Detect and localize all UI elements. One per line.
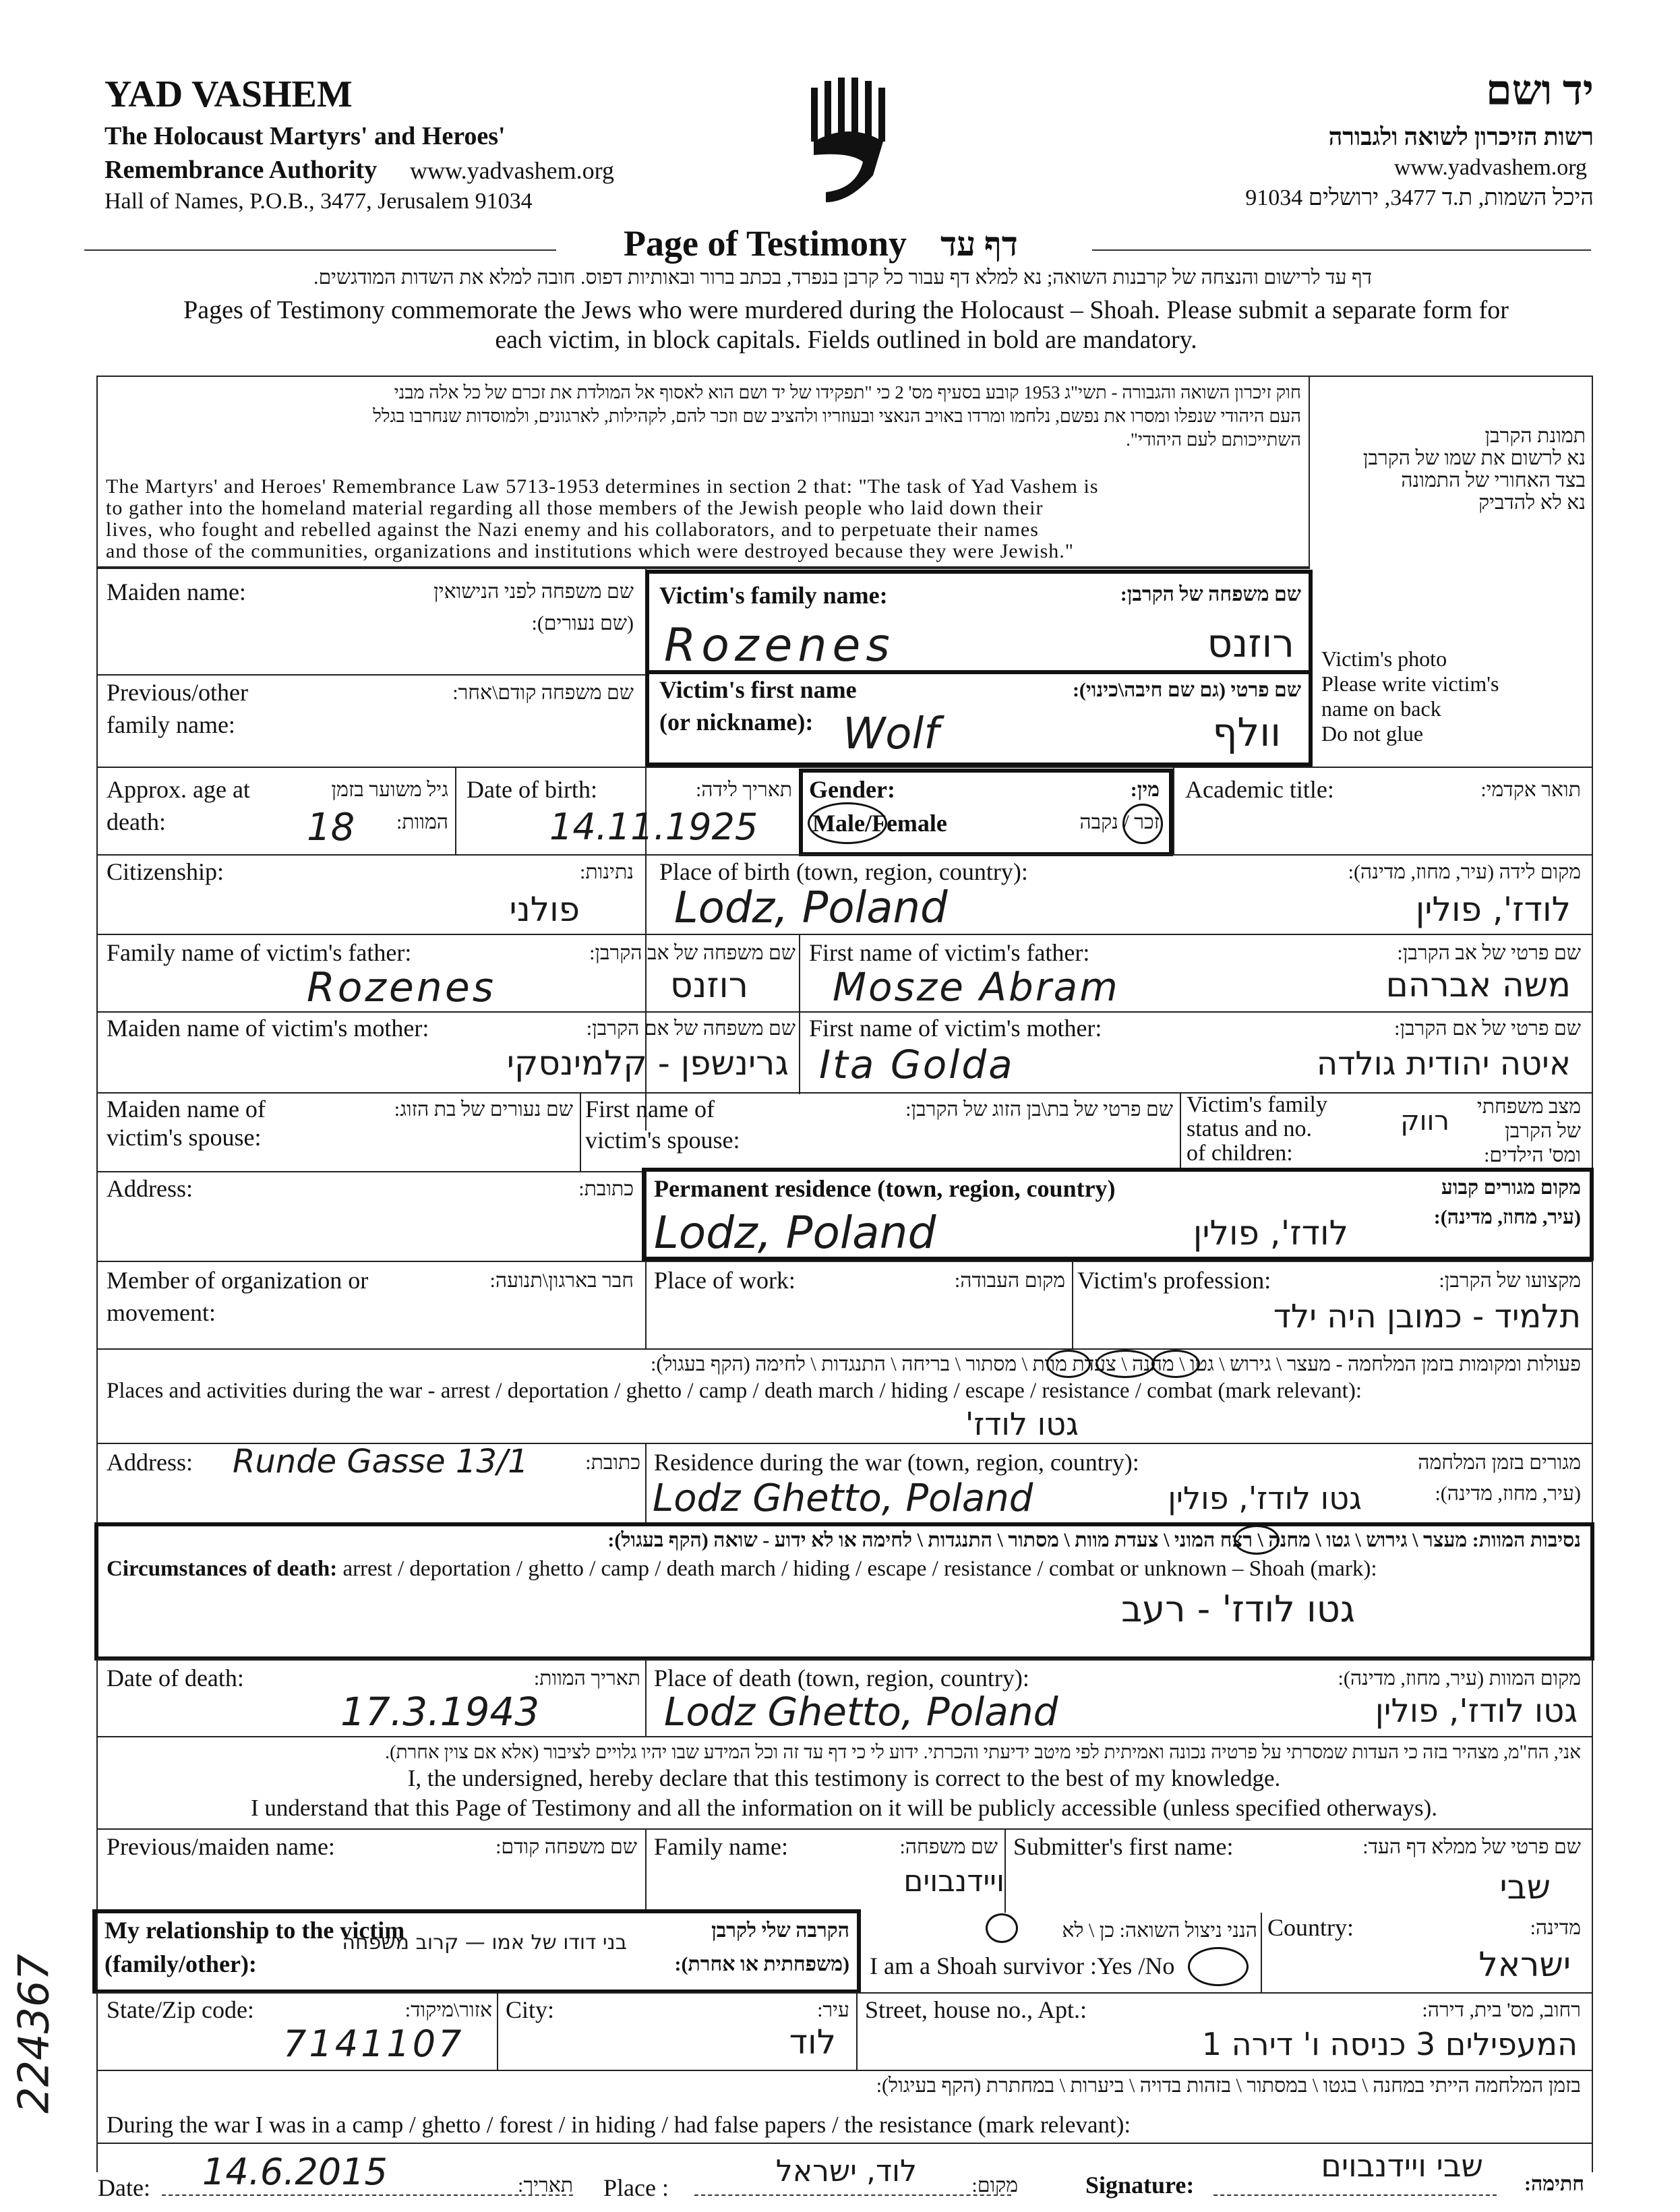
residence-label-he-1: מקום מגורים קבוע bbox=[1441, 1176, 1581, 1199]
row-rule-15 bbox=[96, 1992, 1592, 1994]
col-rule-sub-1 bbox=[645, 1828, 647, 1913]
row-rule-14 bbox=[96, 1828, 1592, 1830]
col-rule-status bbox=[1180, 1092, 1181, 1171]
country-label-he: מדינה: bbox=[1530, 1917, 1581, 1939]
submitter-prev-name-label: Previous/maiden name: bbox=[107, 1833, 335, 1860]
row-rule-1 bbox=[96, 568, 1310, 569]
intro-en-2: each victim, in block capitals. Fields outlined in bold are mandatory. bbox=[495, 326, 1197, 354]
organization-label-1: Member of organization or bbox=[107, 1267, 369, 1294]
submitter-prev-name-label-he: שם משפחה קודם: bbox=[496, 1836, 637, 1858]
birthplace-label-he: מקום לידה (עיר, מחוז, מדינה): bbox=[1348, 861, 1581, 883]
previous-name-label-1: Previous/other bbox=[107, 679, 248, 706]
citizenship-label: Citizenship: bbox=[107, 858, 224, 885]
side-number: 224367 bbox=[9, 1954, 59, 2114]
father-family-value[interactable]: Rozenes bbox=[307, 964, 497, 1011]
declaration-he: אני, הח"מ, מצהיר בזה כי העדות שמסרתי על פרטיה נכונה ואמיתית לפי מיטב ידיעתי והכרתי. ידוע לי כי דף עד זה וכל המידע שבו יהיו גלויים לציבור (אלא אם צוין אחרת). bbox=[385, 1742, 1581, 1763]
footer-signature-label-he: חתימה: bbox=[1524, 2173, 1584, 2195]
submitter-first-name-label: Submitter's first name: bbox=[1013, 1833, 1234, 1860]
death-date-label: Date of death: bbox=[107, 1665, 244, 1692]
menorah-logo-icon bbox=[806, 74, 893, 209]
row-rule-5 bbox=[96, 934, 1592, 935]
right-border bbox=[1592, 767, 1593, 2172]
war-residence-label-he-2: (עיר, מחוז, מדינה): bbox=[1435, 1483, 1581, 1505]
footer-signature-value[interactable]: שבי ויידנבוים bbox=[1321, 2147, 1483, 2184]
status-label-1: Victim's family bbox=[1187, 1092, 1327, 1117]
photo-he-3: בצד האחורי של התמונה bbox=[1401, 469, 1586, 491]
mother-maiden-label: Maiden name of victim's mother: bbox=[107, 1015, 429, 1042]
col-rule-death bbox=[645, 1658, 647, 1736]
city-value-he[interactable]: לוד bbox=[789, 2023, 836, 2062]
intro-he: דף עד לרישום והנצחה של קרבנות השואה; נא למלא דף עבור כל קרבן בנפרד, בכתב ברור ובאותיות דפוס. חובה למלא את השדות המודגשים. bbox=[313, 266, 1373, 289]
age-label-2: death: bbox=[107, 808, 166, 835]
gender-label-he: מין: bbox=[1130, 779, 1160, 801]
death-place-label: Place of death (town, region, country): bbox=[654, 1665, 1029, 1692]
col-rule-sub-2 bbox=[1004, 1828, 1006, 1913]
gender-male-mark bbox=[808, 802, 887, 844]
war-activities-value-he[interactable]: גטו לודז' bbox=[965, 1406, 1079, 1442]
col-rule-org bbox=[645, 1261, 647, 1348]
photo-en-4: Do not glue bbox=[1321, 721, 1424, 746]
date-line bbox=[162, 2194, 573, 2196]
relationship-label-2: (family/other): bbox=[104, 1950, 257, 1977]
residence-value-he[interactable]: לודז', פולין bbox=[1193, 1214, 1348, 1253]
dob-label-he: תאריך לידה: bbox=[695, 779, 792, 801]
status-label-he-1: מצב משפחתי bbox=[1476, 1096, 1581, 1118]
spouse-maiden-label-he: שם נעורים של בת הזוג: bbox=[394, 1098, 573, 1120]
page-title: Page of Testimony bbox=[624, 223, 907, 264]
mother-maiden-value-he[interactable]: גרינשפן - קלמינסקי bbox=[506, 1044, 789, 1083]
war-activities-en: Places and activities during the war - arrest / deportation / ghetto / camp / death march / hiding / escape / resistance / combat (mark relevant): bbox=[107, 1379, 1362, 1403]
page-title-he: דף עד bbox=[940, 225, 1018, 263]
photo-he-4: נא לא להדביק bbox=[1478, 491, 1586, 514]
father-family-label-he: שם משפחה של אב הקרבן: bbox=[589, 942, 796, 964]
spouse-maiden-label-2: victim's spouse: bbox=[107, 1124, 262, 1151]
col-rule-country bbox=[1261, 1913, 1262, 1992]
dob-value[interactable]: 14.11.1925 bbox=[549, 806, 758, 848]
first-name-label-1: Victim's first name bbox=[659, 676, 857, 703]
relationship-label-he-2: (משפחתית או אחרת): bbox=[674, 1953, 849, 1975]
zip-label-he: אזור\מיקוד: bbox=[404, 1999, 492, 2021]
declaration-en-1: I, the undersigned, hereby declare that this testimony is correct to the best of my knowledge. bbox=[407, 1765, 1281, 1791]
relationship-label-1: My relationship to the victim bbox=[104, 1917, 405, 1944]
city-label: City: bbox=[506, 1996, 555, 2023]
country-value-he[interactable]: ישראל bbox=[1478, 1945, 1571, 1984]
org-subtitle-1: The Holocaust Martyrs' and Heroes' bbox=[104, 122, 506, 150]
city-label-he: עיר: bbox=[817, 1999, 849, 2021]
row-rule-7 bbox=[96, 1092, 1592, 1094]
birthplace-value-he[interactable]: לודז', פולין bbox=[1415, 890, 1571, 929]
law-en-3: lives, who fought and rebelled against the Nazi enemy and his collaborators, and to perpetuate their names bbox=[106, 518, 1039, 541]
submitter-family-name-label: Family name: bbox=[654, 1833, 788, 1860]
mother-first-label-he: שם פרטי של אם הקרבן: bbox=[1394, 1017, 1581, 1040]
relationship-label-he-1: הקרבה שלי לקרבן bbox=[711, 1919, 849, 1942]
war-residence-value-he[interactable]: גטו לודז', פולין bbox=[1168, 1480, 1362, 1516]
family-name-value-he[interactable]: רוזנס bbox=[1207, 620, 1294, 666]
mother-maiden-label-he: שם משפחה של אם הקרבן: bbox=[586, 1017, 796, 1040]
address-he: היכל השמות, ת.ד 3477, ירושלים 91034 bbox=[1245, 185, 1594, 210]
father-first-label: First name of victim's father: bbox=[809, 939, 1090, 966]
death-circumstances-he: נסיבות המוות: מעצר \ גירוש \ גטו \ מחנה \ רצח המוני \ צעדת מוות \ מסתור \ התנגדות \ לחימה או לא ידוע - שואה (הקף בעגול): bbox=[607, 1529, 1581, 1551]
logo-label: Yad Vashem emblem bbox=[820, 214, 878, 222]
war-address-label-he: כתובת: bbox=[585, 1452, 640, 1474]
father-first-label-he: שם פרטי של אב הקרבן: bbox=[1397, 942, 1581, 964]
submitter-family-name-value-he[interactable]: ויידנבוים bbox=[903, 1864, 1004, 1899]
street-value-he[interactable]: המעפילים 3 כניסה ו' דירה 1 bbox=[1201, 2026, 1578, 2062]
row-rule-17 bbox=[96, 2143, 1592, 2144]
footer-place-value-he[interactable]: לוד, ישראל bbox=[775, 2154, 917, 2188]
first-name-label-he: שם פרטי (גם שם חיבה\כינוי): bbox=[1072, 679, 1301, 701]
law-en-4: and those of the communities, organizations and institutions which were destroyed because they were Jewish." bbox=[106, 540, 1075, 562]
org-subtitle-2: Remembrance Authority bbox=[104, 156, 378, 184]
residence-label-he-2: (עיר, מחוז, מדינה): bbox=[1433, 1206, 1581, 1228]
law-en-2: to gather into the homeland material regarding all those members of the Jewish people who laid down their bbox=[106, 497, 1044, 519]
declaration-en-2: I understand that this Page of Testimony and all the information on it will be publicly accessible (unless specified otherways). bbox=[250, 1795, 1438, 1821]
street-label-he: רחוב, מס' בית, דירה: bbox=[1422, 1999, 1581, 2021]
death-circumstances-value-he[interactable]: גטו לודז' - רעב bbox=[1121, 1588, 1355, 1630]
citizenship-label-he: נתינות: bbox=[580, 861, 634, 883]
signature-line bbox=[1213, 2194, 1497, 2196]
submitter-family-name-label-he: שם משפחה: bbox=[899, 1836, 998, 1858]
first-name-label-2: (or nickname): bbox=[659, 709, 814, 736]
gender-label: Gender: bbox=[809, 776, 895, 803]
birthplace-value[interactable]: Lodz, Poland bbox=[674, 883, 948, 933]
survivor-label[interactable]: I am a Shoah survivor :Yes /No bbox=[870, 1952, 1175, 1979]
war-activities-he: פעולות ומקומות בזמן המלחמה - מעצר \ גירוש \ גטו \ מחנה \ צעדת מוות \ מסתור \ בריחה \ התנגדות \ לחימה (הקף בעגול): bbox=[651, 1353, 1581, 1375]
previous-name-label-2: family name: bbox=[107, 711, 235, 738]
relationship-value-he[interactable]: בני דודו של אמו — קרוב משפחה bbox=[342, 1931, 627, 1954]
dob-label: Date of birth: bbox=[467, 776, 597, 803]
law-he-3: השתייכותם לעם היהודי". bbox=[1126, 429, 1301, 450]
workplace-label: Place of work: bbox=[654, 1267, 796, 1294]
war-address-label: Address: bbox=[107, 1449, 193, 1476]
row-rule-12 bbox=[96, 1658, 1592, 1660]
address-en: Hall of Names, P.O.B., 3477, Jerusalem 91034 bbox=[104, 189, 533, 214]
country-label: Country: bbox=[1267, 1914, 1354, 1941]
spouse-first-label-he: שם פרטי של בת\בן הזוג של הקרבן: bbox=[905, 1098, 1173, 1120]
organization-label-he: חבר בארגון\תנועה: bbox=[489, 1269, 634, 1292]
status-label-he-3: ומס' הילדים: bbox=[1484, 1144, 1581, 1166]
first-name-value-he[interactable]: וולף bbox=[1212, 709, 1281, 755]
death-date-value[interactable]: 17.3.1943 bbox=[340, 1689, 540, 1735]
maiden-name-label-he: שם משפחה לפני הנישואין bbox=[433, 580, 634, 603]
zip-label: State/Zip code: bbox=[107, 1996, 254, 2023]
footer-signature-label: Signature: bbox=[1085, 2172, 1195, 2199]
father-family-label: Family name of victim's father: bbox=[107, 939, 412, 966]
website: www.yadvashem.org bbox=[410, 157, 614, 184]
survivor-no-he-mark bbox=[986, 1913, 1018, 1943]
previous-name-label-he: שם משפחה קודם\אחר: bbox=[452, 682, 634, 704]
street-label: Street, house no., Apt.: bbox=[865, 1996, 1087, 2023]
gender-male-he-mark bbox=[1122, 804, 1163, 844]
spouse-maiden-label-1: Maiden name of bbox=[107, 1096, 266, 1123]
org-name: YAD VASHEM bbox=[104, 73, 353, 115]
zip-value[interactable]: 7141107 bbox=[283, 2023, 464, 2065]
survivor-label-he: הנני ניצול השואה: כן \ לא bbox=[1062, 1919, 1257, 1942]
death-circumstances-en-bold: Circumstances of death: bbox=[107, 1557, 338, 1581]
war-residence-label: Residence during the war (town, region, country): bbox=[654, 1449, 1139, 1476]
profession-label-he: מקצועו של הקרבן: bbox=[1439, 1269, 1581, 1292]
row-rule-8 bbox=[96, 1171, 645, 1172]
war-residence-value[interactable]: Lodz Ghetto, Poland bbox=[653, 1476, 1033, 1520]
survivor-no-mark bbox=[1188, 1947, 1249, 1986]
death-date-label-he: תאריך המוות: bbox=[533, 1667, 640, 1690]
residence-value[interactable]: Lodz, Poland bbox=[654, 1207, 936, 1259]
gender-options-he[interactable]: זכר / נקבה bbox=[1079, 811, 1160, 833]
profession-value-he[interactable]: תלמיד - כמובן היה ילד bbox=[1273, 1298, 1581, 1336]
row-rule-4 bbox=[96, 854, 1592, 856]
death-place-value[interactable]: Lodz Ghetto, Poland bbox=[664, 1689, 1058, 1735]
law-he-2: העם היהודי שנפלו ומסרו את נפשם, נלחמו ומרדו באויב הנאצי ובעוזריו ולהציב שם וזכר להם, לקהילות, לארגונים, ולמוסדות שנחרבו בגלל bbox=[373, 406, 1301, 426]
ghetto-mark bbox=[1046, 1350, 1091, 1378]
row-rule-13 bbox=[96, 1736, 1592, 1737]
death-circumstances-en bbox=[107, 1555, 1377, 1583]
photo-en-2: Please write victim's bbox=[1321, 671, 1499, 696]
arrest-mark bbox=[1151, 1350, 1200, 1378]
row-rule-3 bbox=[96, 767, 1592, 768]
status-label-he-2: של הקרבן bbox=[1505, 1120, 1581, 1142]
org-name-he: יד ושם bbox=[1485, 68, 1594, 114]
death-ghetto-mark bbox=[1234, 1525, 1280, 1555]
spouse-first-label-2: victim's spouse: bbox=[585, 1127, 740, 1154]
photo-en-3: name on back bbox=[1321, 696, 1441, 721]
col-rule-academic bbox=[1173, 767, 1174, 854]
col-rule-age bbox=[455, 767, 456, 854]
father-first-value-he[interactable]: משה אברהם bbox=[1385, 965, 1571, 1005]
age-value[interactable]: 18 bbox=[307, 806, 355, 849]
birthplace-label: Place of birth (town, region, country): bbox=[659, 858, 1028, 885]
row-rule-2 bbox=[96, 674, 645, 676]
maiden-name-label: Maiden name: bbox=[107, 578, 246, 605]
war-residence-label-he-1: מגורים בזמן המלחמה bbox=[1418, 1452, 1581, 1474]
footer-date-label: Date: bbox=[98, 2174, 150, 2201]
maiden-name-label-he2: (שם נעורים): bbox=[531, 612, 634, 634]
footer-date-label-he: תאריך: bbox=[518, 2174, 573, 2196]
footer-place-label-he: מקום: bbox=[971, 2174, 1018, 2196]
first-name-value[interactable]: Wolf bbox=[843, 709, 939, 759]
place-line bbox=[694, 2194, 1011, 2196]
family-name-label-he: שם משפחה של הקרבן: bbox=[1120, 583, 1301, 605]
status-value-he[interactable]: רווק bbox=[1400, 1106, 1449, 1137]
col-rule-city bbox=[856, 1992, 858, 2070]
law-en-1: The Martyrs' and Heroes' Remembrance Law 5713-1953 determines in section 2 that: "The task of Yad Vashem is bbox=[106, 475, 1099, 498]
organization-label-2: movement: bbox=[107, 1299, 216, 1326]
academic-label: Academic title: bbox=[1185, 776, 1334, 803]
war-address-value[interactable]: Runde Gasse 13/1 bbox=[233, 1443, 529, 1481]
law-he-1: חוק זיכרון השואה והגבורה - תשי"ג 1953 קובע בסעיף מס' 2 כי "תפקידו של יד ושם הוא לאסוף אל המולדת את זכרם של כל אלה מבני bbox=[394, 382, 1301, 402]
father-family-value-he[interactable]: רוזנס bbox=[669, 965, 748, 1006]
yad-vashem-logo bbox=[806, 74, 893, 209]
war-status-en: During the war I was in a camp / ghetto / forest / in hiding / had false papers / the resistance (mark relevant): bbox=[107, 2112, 1131, 2138]
submitter-first-name-value-he[interactable]: שבי bbox=[1499, 1867, 1551, 1907]
age-label-he-2: המוות: bbox=[396, 811, 448, 833]
father-first-value[interactable]: Mosze Abram bbox=[833, 964, 1120, 1010]
family-name-value[interactable]: Rozenes bbox=[664, 619, 895, 672]
mother-first-value-he[interactable]: איטה יהודית גולדה bbox=[1316, 1045, 1571, 1083]
deportation-mark bbox=[1096, 1350, 1155, 1378]
address-label-he: כתובת: bbox=[578, 1178, 634, 1200]
age-label-he-1: גיל משוער בזמן bbox=[331, 779, 448, 801]
col-rule-spouse bbox=[580, 1092, 581, 1171]
footer-place-label: Place : bbox=[603, 2174, 669, 2201]
death-place-label-he: מקום המוות (עיר, מחוז, מדינה): bbox=[1338, 1667, 1581, 1690]
row-rule-10 bbox=[96, 1348, 1592, 1350]
org-subtitle-he: רשות הזיכרון לשואה ולגבורה bbox=[1328, 123, 1594, 150]
title-rule-left bbox=[84, 249, 556, 251]
workplace-label-he: מקום העבודה: bbox=[954, 1269, 1065, 1292]
col-rule-war-address bbox=[645, 1443, 647, 1525]
photo-he-1: תמונת הקרבן bbox=[1484, 425, 1586, 447]
academic-label-he: תואר אקדמי: bbox=[1480, 779, 1581, 801]
gender-options[interactable]: Male/Female bbox=[812, 810, 947, 837]
citizenship-value-he[interactable]: פולני bbox=[509, 890, 580, 929]
family-name-label: Victim's family name: bbox=[659, 582, 888, 609]
photo-en-1: Victim's photo bbox=[1321, 647, 1447, 671]
death-place-value-he[interactable]: גטו לודז', פולין bbox=[1375, 1692, 1578, 1730]
mother-first-value[interactable]: Ita Golda bbox=[819, 1042, 1015, 1087]
address-label: Address: bbox=[107, 1175, 193, 1202]
col-rule-zip bbox=[497, 1992, 498, 2070]
photo-he-2: נא לרשום את שמו של הקרבן bbox=[1362, 447, 1586, 469]
age-label-1: Approx. age at bbox=[107, 776, 250, 803]
row-rule-16 bbox=[96, 2070, 1592, 2071]
war-status-he: בזמן המלחמה הייתי במחנה \ בגטו \ במסתור \ בזהות בדויה \ ביערות \ במחתרת (הקף בעיגול): bbox=[876, 2074, 1581, 2097]
residence-label: Permanent residence (town, region, country) bbox=[654, 1175, 1116, 1202]
spouse-first-label-1: First name of bbox=[585, 1096, 715, 1123]
status-label-3: of children: bbox=[1187, 1141, 1293, 1166]
website-he: www.yadvashem.org bbox=[1393, 155, 1587, 180]
col-rule-father bbox=[799, 934, 800, 1094]
footer-date-value[interactable]: 14.6.2015 bbox=[202, 2151, 388, 2193]
submitter-first-name-label-he: שם פרטי של ממלא דף העד: bbox=[1362, 1836, 1581, 1858]
profession-label: Victim's profession: bbox=[1077, 1267, 1271, 1294]
row-rule-9 bbox=[96, 1261, 1592, 1262]
title-rule-right bbox=[1092, 249, 1591, 251]
intro-en-1: Pages of Testimony commemorate the Jews who were murdered during the Holocaust – Shoah. Please submit a separate form for bbox=[183, 296, 1509, 324]
status-label-2: status and no. bbox=[1187, 1116, 1313, 1141]
death-circumstances-en-text: arrest / deportation / ghetto / camp / death march / hiding / escape / resistance / combat or unknown – Shoah (mark): bbox=[342, 1557, 1377, 1581]
mother-first-label: First name of victim's mother: bbox=[809, 1015, 1102, 1042]
